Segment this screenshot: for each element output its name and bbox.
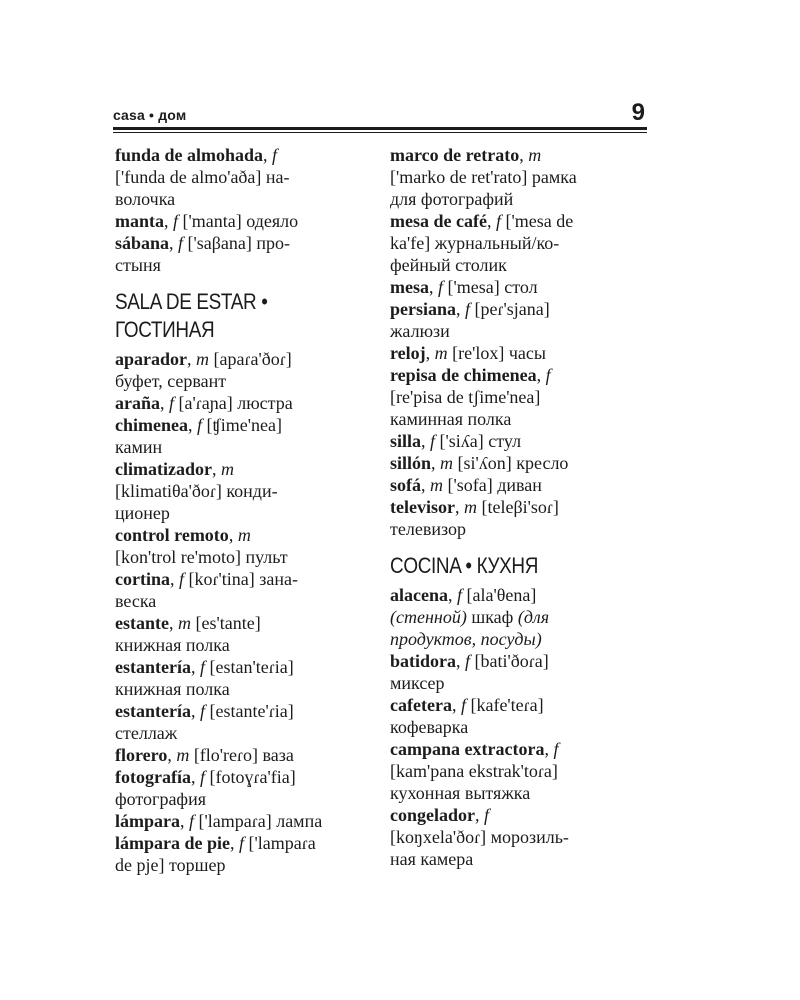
entry-text: [bati'ðoɾa] xyxy=(470,651,549,671)
dictionary-line xyxy=(115,568,360,590)
entry-text: ['funda de almo'aða] на- xyxy=(115,167,290,187)
dictionary-line xyxy=(390,452,640,474)
entry-text: , xyxy=(431,453,441,473)
entry-text: кофеварка xyxy=(390,717,469,737)
entry-text: [kam'pana ekstrak'toɾa] xyxy=(390,761,558,781)
entry-text: [flo'reɾo] ваза xyxy=(189,745,294,765)
entry-text: , xyxy=(425,343,435,363)
dictionary-line xyxy=(390,694,640,716)
entry-text: ['marko de ret'rato] рамка xyxy=(390,167,577,187)
headword: cortina xyxy=(115,569,170,589)
grammar-label: (для xyxy=(517,607,550,627)
entry-text: буфет, сервант xyxy=(115,371,227,391)
entry-text: для фотографий xyxy=(390,189,514,209)
entry-text: , xyxy=(169,569,179,589)
dictionary-line xyxy=(115,546,360,568)
entry-text: , xyxy=(451,695,461,715)
grammar-label: f xyxy=(199,767,205,787)
grammar-label: f xyxy=(173,211,179,231)
entry-text: ['saβana] про- xyxy=(183,233,291,253)
entry-text: , xyxy=(486,211,496,231)
entry-text: [peɾ'sjana] xyxy=(470,299,550,319)
grammar-label: f xyxy=(199,701,205,721)
entry-text: , xyxy=(230,833,239,853)
grammar-label: f xyxy=(484,805,490,825)
dictionary-line xyxy=(390,650,640,672)
entry-text: , xyxy=(167,745,177,765)
entry-text: каминная полка xyxy=(390,409,512,429)
grammar-label: m xyxy=(176,745,190,765)
entry-text: , xyxy=(168,613,178,633)
grammar-label: f xyxy=(178,233,184,253)
dictionary-line xyxy=(390,232,640,254)
grammar-label: m xyxy=(430,475,443,495)
dictionary-line xyxy=(115,766,360,788)
entry-text: , xyxy=(519,145,529,165)
entry-text: ['mesa de xyxy=(500,211,574,231)
page-header xyxy=(113,98,647,126)
entry-text: [kon'trol re'moto] пульт xyxy=(115,547,288,567)
dictionary-line xyxy=(390,430,640,452)
grammar-label: m xyxy=(196,349,209,369)
dictionary-line xyxy=(115,854,360,876)
dictionary-line xyxy=(390,826,640,848)
entry-text: ['sofa] диван xyxy=(443,475,542,495)
entry-text: [koɾ'tina] зана- xyxy=(184,569,298,589)
dictionary-line xyxy=(390,342,640,364)
entry-text: [fotoɣɾa'fia] xyxy=(205,767,296,787)
entry-text: , xyxy=(190,701,200,721)
entry-text: , xyxy=(421,475,430,495)
headword: campana extractora xyxy=(390,739,545,759)
headword: persiana xyxy=(390,299,457,319)
headword: batidora xyxy=(390,651,457,671)
headword: sábana xyxy=(115,233,170,253)
dictionary-line xyxy=(115,370,360,392)
grammar-label: f xyxy=(199,657,205,677)
dictionary-line xyxy=(115,678,360,700)
grammar-label: f xyxy=(189,811,195,831)
dictionary-line xyxy=(390,804,640,826)
grammar-label: f xyxy=(438,277,444,297)
headword: fotografía xyxy=(115,767,191,787)
dictionary-line xyxy=(390,254,640,276)
header-rule-thin xyxy=(113,132,647,133)
dictionary-line xyxy=(390,474,640,496)
grammar-label: f xyxy=(465,299,471,319)
grammar-label: m xyxy=(440,453,454,473)
entry-text: , xyxy=(190,657,200,677)
grammar-label: f xyxy=(553,739,559,759)
grammar-label: m xyxy=(177,613,191,633)
entry-text: , xyxy=(228,525,238,545)
entry-text: фотография xyxy=(115,789,207,809)
grammar-label: (стенной) xyxy=(390,607,467,627)
dictionary-line xyxy=(390,386,640,408)
entry-text: [a'ɾaɲa] люстра xyxy=(174,393,293,413)
headword: estantería xyxy=(115,701,191,721)
headword: estante xyxy=(115,613,169,633)
right-column xyxy=(390,144,640,870)
grammar-label: f xyxy=(495,211,501,231)
dictionary-line xyxy=(390,166,640,188)
entry-text: , xyxy=(456,651,466,671)
entry-text: книжная полка xyxy=(115,635,230,655)
grammar-label: f xyxy=(169,393,175,413)
entry-text: телевизор xyxy=(390,519,466,539)
headword: manta xyxy=(115,211,164,231)
dictionary-line xyxy=(390,628,640,650)
running-head: casa • дом xyxy=(113,107,187,123)
dictionary-line xyxy=(390,760,640,782)
dictionary-line xyxy=(115,788,360,810)
headword: funda de almohada xyxy=(115,145,264,165)
entry-text: , xyxy=(544,739,554,759)
grammar-label: f xyxy=(460,695,466,715)
dictionary-line xyxy=(115,634,360,656)
entry-text: [es'tante] xyxy=(190,613,261,633)
headword: marco de retrato xyxy=(390,145,520,165)
dictionary-line xyxy=(390,298,640,320)
dictionary-line xyxy=(115,480,360,502)
entry-text: [teleβi'soɾ] xyxy=(476,497,559,517)
dictionary-line xyxy=(115,810,360,832)
dictionary-line xyxy=(390,848,640,870)
entry-text: , xyxy=(536,365,546,385)
entry-text: [re'pisa de tʃime'nea] xyxy=(390,387,541,407)
dictionary-line xyxy=(115,832,360,854)
section-heading: ГОСТИНАЯ xyxy=(115,317,215,342)
entry-text: , xyxy=(263,145,273,165)
entry-text: стыня xyxy=(115,255,161,275)
entry-text: [koŋxela'ðoɾ] морозиль- xyxy=(390,827,569,847)
entry-text: кухонная вытяжка xyxy=(390,783,531,803)
dictionary-line xyxy=(115,722,360,744)
headword: congelador xyxy=(390,805,475,825)
headword: cafetera xyxy=(390,695,452,715)
entry-text: [si'ʎon] кресло xyxy=(453,453,569,473)
grammar-label: m xyxy=(220,459,234,479)
dictionary-line xyxy=(115,656,360,678)
dictionary-line xyxy=(390,210,640,232)
dictionary-line xyxy=(115,166,360,188)
entry-text: веска xyxy=(115,591,157,611)
left-column xyxy=(115,144,360,876)
dictionary-line xyxy=(115,348,360,370)
entry-text: , xyxy=(180,811,189,831)
entry-text: ['lampaɾa xyxy=(244,833,316,853)
grammar-label: f xyxy=(178,569,184,589)
entry-text: , xyxy=(448,585,457,605)
entry-text: , xyxy=(160,393,169,413)
dictionary-line xyxy=(115,414,360,436)
entry-text: ['mesa] стол xyxy=(443,277,538,297)
entry-text: фейный столик xyxy=(390,255,507,275)
entry-text: миксер xyxy=(390,673,445,693)
entry-text: , xyxy=(421,431,431,451)
headword: araña xyxy=(115,393,160,413)
dictionary-line xyxy=(115,744,360,766)
entry-text: жалюзи xyxy=(390,321,450,341)
headword: control remoto xyxy=(115,525,229,545)
headword: chimenea xyxy=(115,415,188,435)
dictionary-line xyxy=(115,436,360,458)
dictionary-line xyxy=(390,584,640,606)
entry-text: [ʧime'nea] xyxy=(202,415,282,435)
dictionary-line xyxy=(390,782,640,804)
entry-text: [estante'ɾia] xyxy=(205,701,294,721)
entry-text: волочка xyxy=(115,189,176,209)
dictionary-line xyxy=(390,144,640,166)
headword: lámpara xyxy=(115,811,180,831)
dictionary-line xyxy=(115,458,360,480)
entry-text: , xyxy=(169,233,179,253)
entry-text: камин xyxy=(115,437,163,457)
headword: aparador xyxy=(115,349,187,369)
grammar-label: m xyxy=(528,145,542,165)
dictionary-line xyxy=(390,716,640,738)
page-number: 9 xyxy=(631,99,645,126)
grammar-label: f xyxy=(272,145,278,165)
entry-text: ['siʎa] стул xyxy=(435,431,522,451)
headword: estantería xyxy=(115,657,191,677)
headword: reloj xyxy=(390,343,426,363)
dictionary-line xyxy=(390,188,640,210)
headword: silla xyxy=(390,431,422,451)
grammar-label: продуктов, посуды) xyxy=(390,629,542,649)
entry-text: [kafe'teɾa] xyxy=(465,695,544,715)
entry-text: , xyxy=(475,805,484,825)
dictionary-line xyxy=(115,210,360,232)
dictionary-line xyxy=(390,738,640,760)
grammar-label: m xyxy=(434,343,448,363)
grammar-label: f xyxy=(430,431,436,451)
entry-text: , xyxy=(164,211,173,231)
entry-text: книжная полка xyxy=(115,679,230,699)
dictionary-line xyxy=(390,672,640,694)
dictionary-line xyxy=(390,496,640,518)
dictionary-line xyxy=(390,518,640,540)
headword: lámpara de pie xyxy=(115,833,230,853)
entry-text: [ala'θena] xyxy=(462,585,537,605)
dictionary-line xyxy=(390,606,640,628)
entry-text: шкаф xyxy=(466,607,518,627)
headword: alacena xyxy=(390,585,448,605)
entry-text: ka'fe] журнальный/ко- xyxy=(390,233,560,253)
dictionary-line xyxy=(115,232,360,254)
dictionary-line xyxy=(115,392,360,414)
grammar-label: m xyxy=(237,525,251,545)
headword: sillón xyxy=(390,453,432,473)
entry-text: , xyxy=(190,767,200,787)
entry-text: ['manta] одеяло xyxy=(178,211,299,231)
dictionary-line xyxy=(115,254,360,276)
grammar-label: f xyxy=(465,651,471,671)
entry-text: ['lampaɾa] лампа xyxy=(194,811,323,831)
entry-text: , xyxy=(429,277,438,297)
entry-text: , xyxy=(454,497,464,517)
headword: mesa xyxy=(390,277,429,297)
dictionary-line xyxy=(390,364,640,386)
grammar-label: f xyxy=(239,833,245,853)
entry-text: de pje] торшер xyxy=(115,855,226,875)
dictionary-line xyxy=(390,276,640,298)
entry-text: ционер xyxy=(115,503,170,523)
entry-text: [apaɾa'ðoɾ] xyxy=(209,349,292,369)
dictionary-line xyxy=(115,144,360,166)
dictionary-line xyxy=(115,612,360,634)
dictionary-line xyxy=(390,320,640,342)
grammar-label: m xyxy=(463,497,477,517)
entry-text: [estan'teɾia] xyxy=(205,657,294,677)
entry-text: , xyxy=(211,459,221,479)
entry-text: , xyxy=(187,349,196,369)
header-rule-thick xyxy=(113,127,647,130)
headword: florero xyxy=(115,745,168,765)
entry-text: , xyxy=(187,415,197,435)
headword: climatizador xyxy=(115,459,212,479)
section-heading: COCINA • КУХНЯ xyxy=(390,553,539,578)
section-heading: SALA DE ESTAR • xyxy=(115,289,268,314)
headword: repisa de chimenea xyxy=(390,365,537,385)
grammar-label: f xyxy=(196,415,202,435)
grammar-label: f xyxy=(457,585,463,605)
dictionary-line xyxy=(115,524,360,546)
dictionary-line xyxy=(390,408,640,430)
entry-text: , xyxy=(456,299,466,319)
entry-text: [re'lox] часы xyxy=(447,343,546,363)
entry-text: ная камера xyxy=(390,849,474,869)
dictionary-line xyxy=(115,590,360,612)
headword: sofá xyxy=(390,475,421,495)
entry-text: стеллаж xyxy=(115,723,178,743)
dictionary-line xyxy=(115,700,360,722)
headword: mesa de café xyxy=(390,211,487,231)
grammar-label: f xyxy=(545,365,551,385)
entry-text: [klimatiθa'ðoɾ] конди- xyxy=(115,481,278,501)
dictionary-line xyxy=(115,502,360,524)
dictionary-line xyxy=(115,188,360,210)
headword: televisor xyxy=(390,497,455,517)
